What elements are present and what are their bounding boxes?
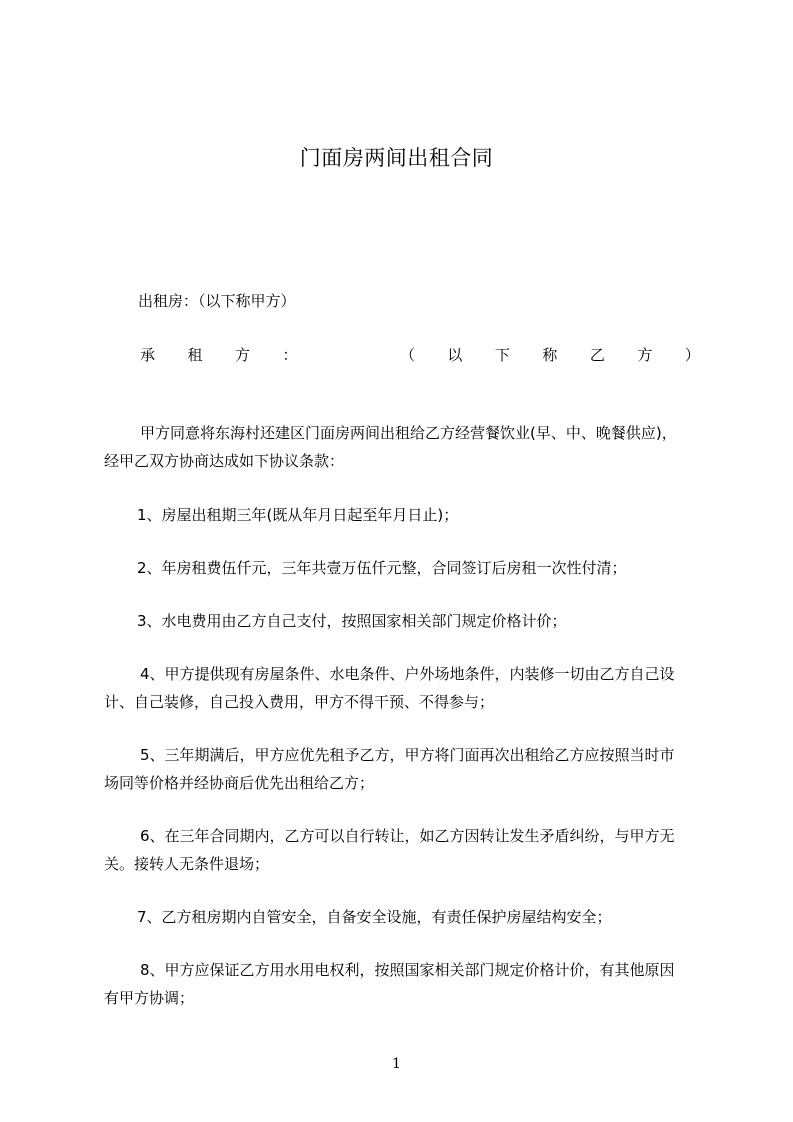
lessee-char: 承: [140, 346, 156, 364]
clause-line: 关。接转人无条件退场；: [104, 855, 270, 873]
clause-line: 5、三年期满后，甲方应优先租予乙方，甲方将门面再次出租给乙方应按照当时市: [140, 746, 675, 764]
lessee-char: 称: [542, 346, 558, 364]
page-number: 1: [392, 1056, 401, 1072]
clause-line: 1、房屋出租期三年(既从年月日起至年月日止)；: [137, 506, 459, 524]
clause-line: 7、乙方租房期内自管安全，自备安全设施，有责任保护房屋结构安全；: [137, 908, 612, 926]
lessee-char: 下: [494, 346, 510, 364]
clause-line: 6、在三年合同期内，乙方可以自行转让，如乙方因转让发生矛盾纠纷，与甲方无: [140, 827, 675, 845]
lessee-char: 乙: [589, 346, 605, 364]
lessor-line: 出租房：（以下称甲方）: [138, 292, 296, 310]
intro-line: 经甲乙双方协商达成如下协议条款：: [104, 452, 345, 470]
clause-line: 3、水电费用由乙方自己支付，按照国家相关部门规定价格计价；: [137, 612, 567, 630]
lessee-char: ）: [684, 346, 700, 364]
lessee-char: 租: [187, 346, 203, 364]
clause-line: 2、年房租费伍仟元，三年共壹万伍仟元整，合同签订后房租一次性付清；: [137, 559, 627, 577]
page-title: 门面房两间出租合同: [299, 146, 494, 170]
lessee-char: （: [399, 346, 415, 364]
clause-line: 有甲方协调；: [104, 989, 195, 1007]
lessee-char: 方: [637, 346, 653, 364]
clause-line: 计、自己装修，自己投入费用，甲方不得干预、不得参与；: [104, 693, 495, 711]
clause-line: 8、甲方应保证乙方用水用电权利，按照国家相关部门规定价格计价，有其他原因: [140, 961, 675, 979]
lessee-line: [140, 345, 700, 365]
clause-line: 4、甲方提供现有房屋条件、水电条件、户外场地条件，内装修一切由乙方自己设: [140, 665, 675, 683]
lessee-char: ：: [282, 346, 298, 364]
clause-line: 场同等价格并经协商后优先出租给乙方；: [104, 774, 375, 792]
lessee-char: 以: [447, 346, 463, 364]
lessee-char: 方: [234, 346, 250, 364]
intro-line: 甲方同意将东海村还建区门面房两间出租给乙方经营餐饮业(早、中、晚餐供应)，: [140, 424, 677, 442]
